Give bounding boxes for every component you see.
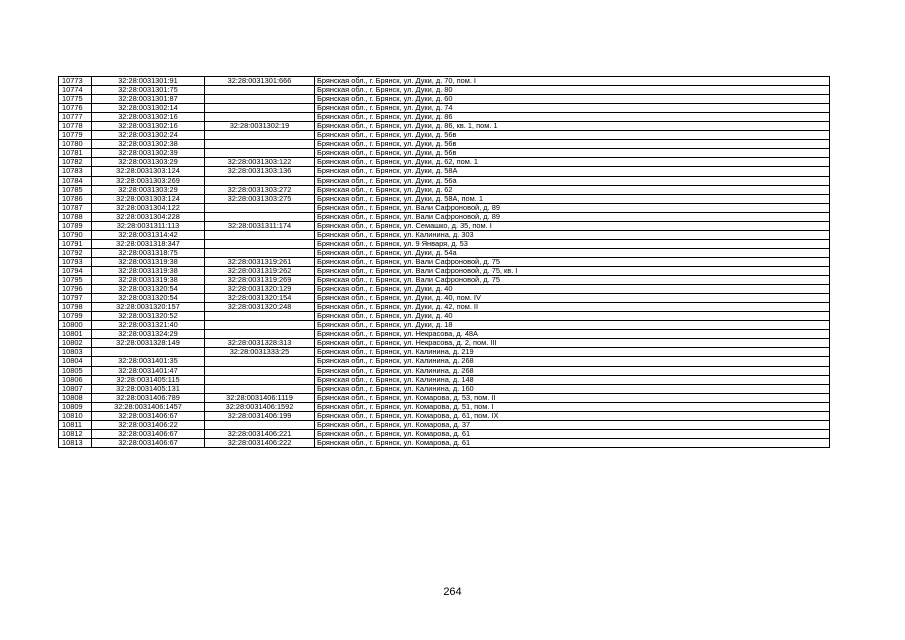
table-row [59, 375, 830, 384]
registry-table-body [59, 77, 830, 448]
cadastral-number-cell: 32:28:0031406:1457 [92, 402, 205, 411]
address-cell: Брянская обл., г. Брянск, ул. Калинина, д. 268 [315, 357, 830, 366]
cadastral-number-cell [92, 348, 205, 357]
table-row [59, 438, 830, 447]
linked-cadastral-number-cell [205, 312, 315, 321]
table-row [59, 321, 830, 330]
address-cell: Брянская обл., г. Брянск, ул. Дуки, д. 56а [315, 176, 830, 185]
cadastral-number-cell: 32:28:0031303:29 [92, 185, 205, 194]
address-cell: Брянская обл., г. Брянск, ул. Вали Сафроновой, д. 75, кв. I [315, 266, 830, 275]
row-number-cell: 10804 [59, 357, 92, 366]
row-number-cell: 10801 [59, 330, 92, 339]
address-cell: Брянская обл., г. Брянск, ул. Дуки, д. 62, пом. 1 [315, 158, 830, 167]
cadastral-number-cell: 32:28:0031406:67 [92, 438, 205, 447]
address-cell: Брянская обл., г. Брянск, ул. Дуки, д. 62 [315, 185, 830, 194]
table-row [59, 230, 830, 239]
row-number-cell: 10786 [59, 194, 92, 203]
table-row [59, 402, 830, 411]
address-cell: Брянская обл., г. Брянск, ул. Дуки, д. 56в [315, 140, 830, 149]
row-number-cell: 10788 [59, 212, 92, 221]
cadastral-number-cell: 32:28:0031302:16 [92, 122, 205, 131]
row-number-cell: 10806 [59, 375, 92, 384]
linked-cadastral-number-cell: 32:28:0031303:272 [205, 185, 315, 194]
cadastral-number-cell: 32:28:0031405:115 [92, 375, 205, 384]
address-cell: Брянская обл., г. Брянск, ул. Семашко, д. 35, пом. I [315, 221, 830, 230]
cadastral-number-cell: 32:28:0031301:87 [92, 95, 205, 104]
table-row [59, 113, 830, 122]
row-number-cell: 10774 [59, 86, 92, 95]
row-number-cell: 10797 [59, 294, 92, 303]
address-cell: Брянская обл., г. Брянск, ул. Дуки, д. 58А, пом. 1 [315, 194, 830, 203]
row-number-cell: 10796 [59, 285, 92, 294]
row-number-cell: 10803 [59, 348, 92, 357]
address-cell: Брянская обл., г. Брянск, ул. Дуки, д. 54а [315, 248, 830, 257]
linked-cadastral-number-cell [205, 86, 315, 95]
table-row [59, 384, 830, 393]
address-cell: Брянская обл., г. Брянск, ул. Дуки, д. 40 [315, 285, 830, 294]
linked-cadastral-number-cell [205, 366, 315, 375]
address-cell: Брянская обл., г. Брянск, ул. Дуки, д. 58А [315, 167, 830, 176]
address-cell: Брянская обл., г. Брянск, ул. Дуки, д. 40 [315, 312, 830, 321]
row-number-cell: 10813 [59, 438, 92, 447]
table-row [59, 239, 830, 248]
row-number-cell: 10808 [59, 393, 92, 402]
row-number-cell: 10779 [59, 131, 92, 140]
linked-cadastral-number-cell [205, 375, 315, 384]
address-cell: Брянская обл., г. Брянск, ул. Дуки, д. 18 [315, 321, 830, 330]
linked-cadastral-number-cell: 32:28:0031320:129 [205, 285, 315, 294]
linked-cadastral-number-cell: 32:28:0031333:25 [205, 348, 315, 357]
address-cell: Брянская обл., г. Брянск, ул. Некрасова, д. 2, пом. III [315, 339, 830, 348]
linked-cadastral-number-cell [205, 384, 315, 393]
linked-cadastral-number-cell: 32:28:0031406:221 [205, 429, 315, 438]
table-row [59, 131, 830, 140]
linked-cadastral-number-cell [205, 113, 315, 122]
table-row [59, 77, 830, 86]
address-cell: Брянская обл., г. Брянск, ул. Дуки, д. 56в [315, 131, 830, 140]
table-row [59, 348, 830, 357]
linked-cadastral-number-cell: 32:28:0031303:122 [205, 158, 315, 167]
row-number-cell: 10780 [59, 140, 92, 149]
address-cell: Брянская обл., г. Брянск, ул. Калинина, д. 303 [315, 230, 830, 239]
row-number-cell: 10810 [59, 411, 92, 420]
cadastral-number-cell: 32:28:0031320:52 [92, 312, 205, 321]
address-cell: Брянская обл., г. Брянск, ул. Дуки, д. 80 [315, 86, 830, 95]
address-cell: Брянская обл., г. Брянск, ул. Дуки, д. 42, пом. II [315, 303, 830, 312]
table-row [59, 104, 830, 113]
row-number-cell: 10800 [59, 321, 92, 330]
address-cell: Брянская обл., г. Брянск, ул. Вали Сафроновой, д. 75 [315, 276, 830, 285]
cadastral-number-cell: 32:28:0031401:35 [92, 357, 205, 366]
table-row [59, 149, 830, 158]
table-row [59, 312, 830, 321]
address-cell: Брянская обл., г. Брянск, ул. Дуки, д. 86 [315, 113, 830, 122]
cadastral-number-cell: 32:28:0031303:269 [92, 176, 205, 185]
table-row [59, 140, 830, 149]
cadastral-number-cell: 32:28:0031302:14 [92, 104, 205, 113]
row-number-cell: 10781 [59, 149, 92, 158]
cadastral-number-cell: 32:28:0031302:16 [92, 113, 205, 122]
row-number-cell: 10802 [59, 339, 92, 348]
table-row [59, 122, 830, 131]
table-row [59, 285, 830, 294]
cadastral-number-cell: 32:28:0031406:789 [92, 393, 205, 402]
row-number-cell: 10789 [59, 221, 92, 230]
table-row [59, 420, 830, 429]
cadastral-number-cell: 32:28:0031406:67 [92, 411, 205, 420]
row-number-cell: 10783 [59, 167, 92, 176]
row-number-cell: 10776 [59, 104, 92, 113]
linked-cadastral-number-cell [205, 230, 315, 239]
linked-cadastral-number-cell: 32:28:0031319:261 [205, 257, 315, 266]
cadastral-number-cell: 32:28:0031406:22 [92, 420, 205, 429]
row-number-cell: 10798 [59, 303, 92, 312]
page-number: 264 [443, 586, 462, 598]
row-number-cell: 10777 [59, 113, 92, 122]
row-number-cell: 10805 [59, 366, 92, 375]
address-cell: Брянская обл., г. Брянск, ул. 9 Января, д. 53 [315, 239, 830, 248]
cadastral-number-cell: 32:28:0031314:42 [92, 230, 205, 239]
address-cell: Брянская обл., г. Брянск, ул. Дуки, д. 60 [315, 95, 830, 104]
linked-cadastral-number-cell: 32:28:0031319:269 [205, 276, 315, 285]
cadastral-number-cell: 32:28:0031321:40 [92, 321, 205, 330]
linked-cadastral-number-cell: 32:28:0031406:222 [205, 438, 315, 447]
address-cell: Брянская обл., г. Брянск, ул. Калинина, д. 219 [315, 348, 830, 357]
row-number-cell: 10785 [59, 185, 92, 194]
table-row [59, 176, 830, 185]
table-row [59, 294, 830, 303]
cadastral-number-cell: 32:28:0031303:124 [92, 167, 205, 176]
row-number-cell: 10794 [59, 266, 92, 275]
row-number-cell: 10778 [59, 122, 92, 131]
address-cell: Брянская обл., г. Брянск, ул. Вали Сафроновой, д. 89 [315, 212, 830, 221]
linked-cadastral-number-cell: 32:28:0031301:666 [205, 77, 315, 86]
linked-cadastral-number-cell [205, 176, 315, 185]
cadastral-number-cell: 32:28:0031302:38 [92, 140, 205, 149]
row-number-cell: 10782 [59, 158, 92, 167]
cadastral-number-cell: 32:28:0031311:113 [92, 221, 205, 230]
linked-cadastral-number-cell [205, 420, 315, 429]
property-registry-table [58, 76, 830, 448]
table-row [59, 411, 830, 420]
cadastral-number-cell: 32:28:0031303:124 [92, 194, 205, 203]
row-number-cell: 10812 [59, 429, 92, 438]
row-number-cell: 10787 [59, 203, 92, 212]
table-row [59, 221, 830, 230]
cadastral-number-cell: 32:28:0031318:347 [92, 239, 205, 248]
cadastral-number-cell: 32:28:0031320:54 [92, 285, 205, 294]
table-row [59, 194, 830, 203]
linked-cadastral-number-cell [205, 95, 315, 104]
linked-cadastral-number-cell: 32:28:0031406:1592 [205, 402, 315, 411]
address-cell: Брянская обл., г. Брянск, ул. Калинина, д. 148 [315, 375, 830, 384]
address-cell: Брянская обл., г. Брянск, ул. Калинина, д. 268 [315, 366, 830, 375]
address-cell: Брянская обл., г. Брянск, ул. Некрасова, д. 48А [315, 330, 830, 339]
cadastral-number-cell: 32:28:0031304:122 [92, 203, 205, 212]
table-row [59, 339, 830, 348]
row-number-cell: 10809 [59, 402, 92, 411]
linked-cadastral-number-cell: 32:28:0031303:275 [205, 194, 315, 203]
table-row [59, 429, 830, 438]
table-row [59, 266, 830, 275]
linked-cadastral-number-cell: 32:28:0031320:248 [205, 303, 315, 312]
table-row [59, 95, 830, 104]
table-row [59, 303, 830, 312]
address-cell: Брянская обл., г. Брянск, ул. Калинина, д. 160 [315, 384, 830, 393]
table-row [59, 330, 830, 339]
cadastral-number-cell: 32:28:0031405:131 [92, 384, 205, 393]
linked-cadastral-number-cell: 32:28:0031328:313 [205, 339, 315, 348]
row-number-cell: 10790 [59, 230, 92, 239]
cadastral-number-cell: 32:28:0031302:39 [92, 149, 205, 158]
address-cell: Брянская обл., г. Брянск, ул. Дуки, д. 56в [315, 149, 830, 158]
table-row [59, 86, 830, 95]
linked-cadastral-number-cell: 32:28:0031311:174 [205, 221, 315, 230]
row-number-cell: 10773 [59, 77, 92, 86]
linked-cadastral-number-cell: 32:28:0031303:136 [205, 167, 315, 176]
table-row [59, 167, 830, 176]
table-row [59, 393, 830, 402]
address-cell: Брянская обл., г. Брянск, ул. Дуки, д. 70, пом. I [315, 77, 830, 86]
cadastral-number-cell: 32:28:0031301:91 [92, 77, 205, 86]
table-row [59, 248, 830, 257]
table-row [59, 357, 830, 366]
cadastral-number-cell: 32:28:0031319:38 [92, 276, 205, 285]
address-cell: Брянская обл., г. Брянск, ул. Комарова, д. 61, пом. IX [315, 411, 830, 420]
linked-cadastral-number-cell [205, 149, 315, 158]
linked-cadastral-number-cell [205, 357, 315, 366]
linked-cadastral-number-cell [205, 330, 315, 339]
table-row [59, 257, 830, 266]
cadastral-number-cell: 32:28:0031319:38 [92, 257, 205, 266]
cadastral-number-cell: 32:28:0031320:54 [92, 294, 205, 303]
row-number-cell: 10784 [59, 176, 92, 185]
row-number-cell: 10791 [59, 239, 92, 248]
cadastral-number-cell: 32:28:0031324:29 [92, 330, 205, 339]
address-cell: Брянская обл., г. Брянск, ул. Дуки, д. 74 [315, 104, 830, 113]
linked-cadastral-number-cell [205, 212, 315, 221]
linked-cadastral-number-cell: 32:28:0031320:154 [205, 294, 315, 303]
row-number-cell: 10807 [59, 384, 92, 393]
address-cell: Брянская обл., г. Брянск, ул. Вали Сафроновой, д. 75 [315, 257, 830, 266]
cadastral-number-cell: 32:28:0031401:47 [92, 366, 205, 375]
address-cell: Брянская обл., г. Брянск, ул. Дуки, д. 40, пом. IV [315, 294, 830, 303]
row-number-cell: 10792 [59, 248, 92, 257]
linked-cadastral-number-cell [205, 140, 315, 149]
row-number-cell: 10793 [59, 257, 92, 266]
address-cell: Брянская обл., г. Брянск, ул. Комарова, д. 37 [315, 420, 830, 429]
address-cell: Брянская обл., г. Брянск, ул. Дуки, д. 86, кв. 1, пом. 1 [315, 122, 830, 131]
table-row [59, 212, 830, 221]
address-cell: Брянская обл., г. Брянск, ул. Комарова, д. 61 [315, 429, 830, 438]
linked-cadastral-number-cell [205, 104, 315, 113]
cadastral-number-cell: 32:28:0031318:75 [92, 248, 205, 257]
cadastral-number-cell: 32:28:0031304:228 [92, 212, 205, 221]
linked-cadastral-number-cell [205, 203, 315, 212]
linked-cadastral-number-cell [205, 321, 315, 330]
address-cell: Брянская обл., г. Брянск, ул. Вали Сафроновой, д. 89 [315, 203, 830, 212]
table-row [59, 366, 830, 375]
table-row [59, 276, 830, 285]
cadastral-number-cell: 32:28:0031303:29 [92, 158, 205, 167]
linked-cadastral-number-cell [205, 248, 315, 257]
cadastral-number-cell: 32:28:0031406:67 [92, 429, 205, 438]
row-number-cell: 10799 [59, 312, 92, 321]
linked-cadastral-number-cell: 32:28:0031406:199 [205, 411, 315, 420]
linked-cadastral-number-cell: 32:28:0031302:19 [205, 122, 315, 131]
cadastral-number-cell: 32:28:0031319:38 [92, 266, 205, 275]
address-cell: Брянская обл., г. Брянск, ул. Комарова, д. 53, пом. II [315, 393, 830, 402]
cadastral-number-cell: 32:28:0031301:75 [92, 86, 205, 95]
linked-cadastral-number-cell [205, 131, 315, 140]
table-row [59, 158, 830, 167]
cadastral-number-cell: 32:28:0031302:24 [92, 131, 205, 140]
table-row [59, 203, 830, 212]
row-number-cell: 10775 [59, 95, 92, 104]
row-number-cell: 10811 [59, 420, 92, 429]
linked-cadastral-number-cell: 32:28:0031319:262 [205, 266, 315, 275]
linked-cadastral-number-cell: 32:28:0031406:1119 [205, 393, 315, 402]
row-number-cell: 10795 [59, 276, 92, 285]
cadastral-number-cell: 32:28:0031320:157 [92, 303, 205, 312]
address-cell: Брянская обл., г. Брянск, ул. Комарова, д. 61 [315, 438, 830, 447]
address-cell: Брянская обл., г. Брянск, ул. Комарова, д. 51, пом. I [315, 402, 830, 411]
table-row [59, 185, 830, 194]
linked-cadastral-number-cell [205, 239, 315, 248]
cadastral-number-cell: 32:28:0031328:149 [92, 339, 205, 348]
